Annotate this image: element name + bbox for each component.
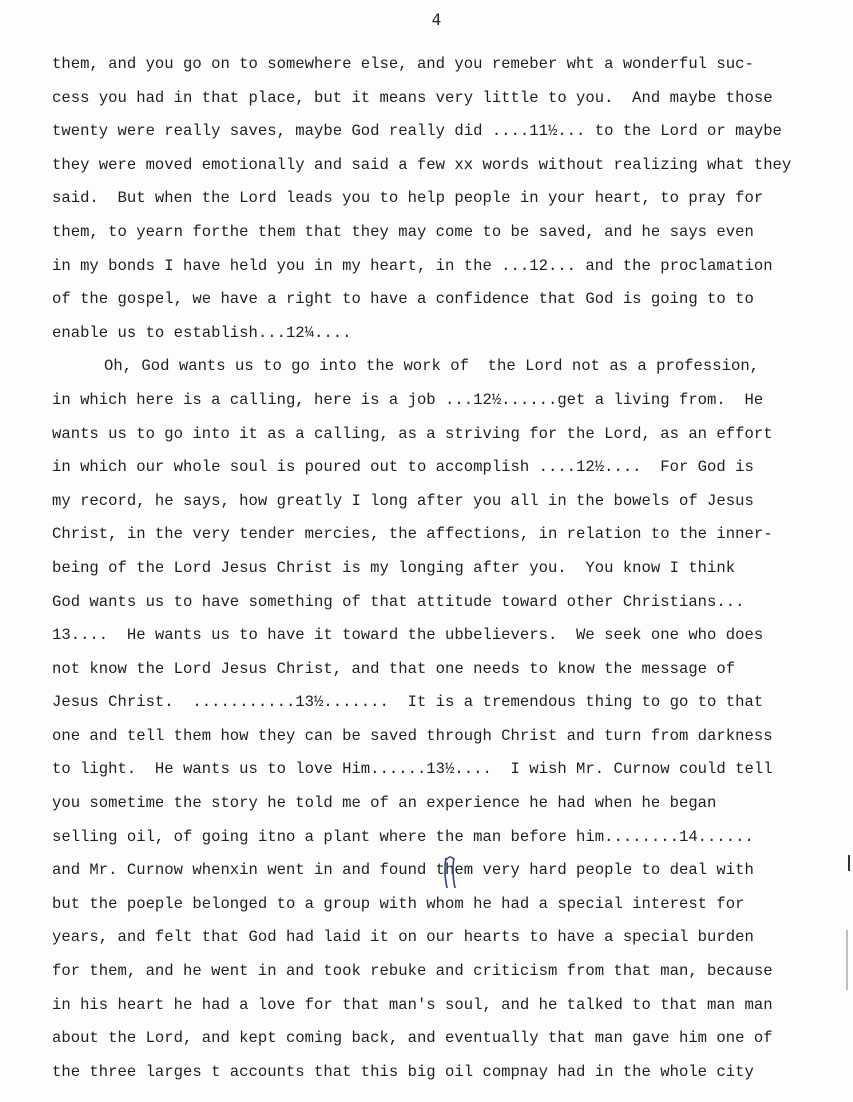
paragraph-2: [52, 350, 852, 1089]
text-line: them, and you go on to somewhere else, and you remeber wht a wonderful suc-: [52, 55, 754, 73]
text-line: my record, he says, how greatly I long after you all in the bowels of Jesus: [52, 491, 754, 510]
text-line: years, and felt that God had laid it on our hearts to have a special burden: [52, 928, 754, 947]
text-line: but the poeple belonged to a group with whom he had a special interest for: [52, 894, 745, 913]
text-line: in my bonds I have held you in my heart, in the ...12... and the proclamation: [52, 256, 773, 275]
text-line: one and tell them how they can be saved through Christ and turn from darkness: [52, 726, 773, 745]
margin-tick-mark: [848, 855, 850, 871]
margin-edge-shadow: [846, 930, 848, 990]
text-line: not know the Lord Jesus Christ, and that one needs to know the message of: [52, 659, 736, 678]
text-line: about the Lord, and kept coming back, and eventually that man gave him one of: [52, 1029, 773, 1048]
text-line: enable us to establish...12¼....: [52, 323, 352, 342]
text-line: in which our whole soul is poured out to accomplish ....12½.... For God is: [52, 458, 754, 477]
text-line: in his heart he had a love for that man's soul, and he talked to that man man: [52, 995, 773, 1014]
page-number: 4: [431, 10, 442, 29]
text-line: for them, and he went in and took rebuke and criticism from that man, because: [52, 962, 773, 981]
text-line: said. But when the Lord leads you to help people in your heart, to pray for: [52, 189, 764, 208]
text-line: in which here is a calling, here is a job ...12½......get a living from. He: [52, 390, 764, 409]
handwritten-correction-mark: [440, 856, 464, 890]
text-line: Christ, in the very tender mercies, the affections, in relation to the inner-: [52, 525, 773, 544]
text-line: wants us to go into it as a calling, as a striving for the Lord, as an effort: [52, 424, 773, 443]
text-line: them, to yearn forthe them that they may come to be saved, and he says even: [52, 222, 754, 241]
text-line: they were moved emotionally and said a few xx words without realizing what they: [52, 155, 792, 174]
text-line: selling oil, of going itno a plant where the man before him........14......: [52, 827, 754, 846]
text-line: you sometime the story he told me of an experience he had when he began: [52, 794, 717, 813]
text-line: 13.... He wants us to have it toward the ubbelievers. We seek one who does: [52, 626, 764, 645]
text-line: and Mr. Curnow whenxin went in and found them very hard people to deal with: [52, 861, 754, 880]
document-body: [52, 48, 852, 1089]
text-line: to light. He wants us to love Him......13½.... I wish Mr. Curnow could tell: [52, 760, 773, 779]
text-line: of the gospel, we have a right to have a confidence that God is going to to: [52, 290, 754, 309]
text-line: the three larges t accounts that this big oil compnay had in the whole city: [52, 1062, 754, 1081]
text-line: cess you had in that place, but it means very little to you. And maybe those: [52, 88, 773, 107]
paragraph-1: [52, 48, 852, 350]
text-line: being of the Lord Jesus Christ is my longing after you. You know I think: [52, 558, 736, 577]
text-line: twenty were really saves, maybe God really did ....11½... to the Lord or maybe: [52, 122, 782, 141]
text-line: God wants us to have something of that attitude toward other Christians...: [52, 592, 745, 611]
text-line: Jesus Christ. ...........13½....... It is a tremendous thing to go to that: [52, 693, 764, 712]
text-line: Oh, God wants us to go into the work of the Lord not as a profession,: [104, 357, 760, 376]
